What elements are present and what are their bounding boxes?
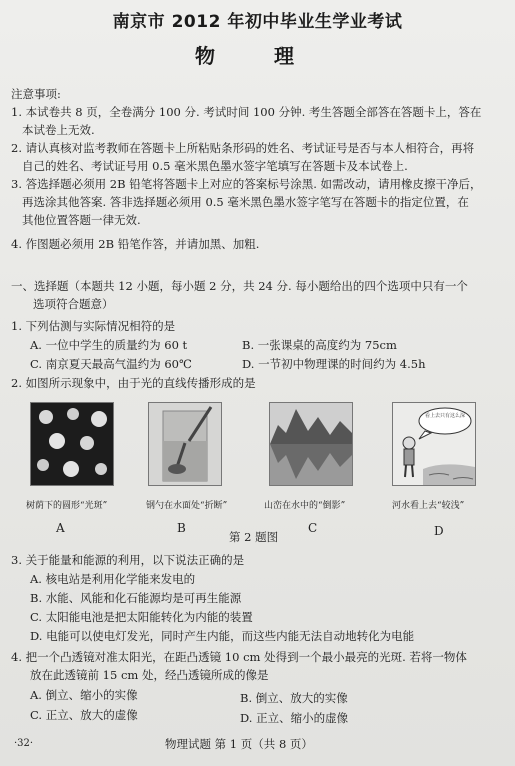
page-number: ·32· [14, 738, 34, 749]
light-spots-icon [31, 403, 113, 485]
q4-option-a: A. 倒立、缩小的实像 [30, 688, 138, 702]
figure-a-letter: A [56, 521, 65, 535]
note-line: 1. 本试卷共 8 页，全卷满分 100 分. 考试时间 100 分钟. 考生答题全部答在答题卡上，答在 [11, 105, 482, 119]
question-2-stem: 2. 如图所示现象中，由于光的直线传播形成的是 [11, 376, 256, 390]
mountain-reflection-icon [270, 403, 352, 485]
figure-d-letter: D [434, 524, 444, 538]
q1-option-c: C. 南京夏天最高气温约为 60℃ [30, 357, 192, 371]
note-line: 4. 作图题必须用 2B 铅笔作答，并请加黑、加粗. [11, 237, 260, 251]
note-line: 3. 答选择题必须用 2B 铅笔将答题卡上对应的答案标号涂黑. 如需改动，请用橡皮擦干净后， [11, 177, 482, 191]
exam-title: 南京市 2012 年初中毕业生学业考试 [112, 12, 403, 32]
figure-2-caption: 第 2 题图 [229, 530, 279, 544]
q3-option-c: C. 太阳能电池是把太阳能转化为内能的装置 [30, 610, 253, 624]
spoon-in-glass-icon [149, 403, 221, 485]
speech-bubble-text: 看上去只有这么深 [425, 413, 466, 419]
figure-b-caption: 钢勺在水面处“折断” [146, 501, 228, 511]
note-line: 再选涂其他答案. 答非选择题必须用 0.5 毫米黑色墨水签字笔写在答题卡的指定位置，在 [22, 195, 469, 209]
figure-a-light-spots [30, 402, 114, 486]
notes-heading: 注意事项: [11, 87, 61, 101]
note-line: 其他位置答题一律无效. [22, 213, 141, 227]
figure-c-caption: 山峦在水中的“倒影” [264, 501, 346, 511]
q1-option-b: B. 一张课桌的高度约为 75cm [242, 338, 397, 352]
q4-option-d: D. 正立、缩小的虚像 [240, 711, 349, 725]
figure-b-letter: B [177, 521, 186, 535]
q1-option-a: A. 一位中学生的质量约为 60 t [30, 338, 188, 352]
q1-option-d: D. 一节初中物理课的时间约为 4.5h [242, 357, 426, 371]
note-line: 自己的姓名、考试证号用 0.5 毫米黑色墨水签字笔填写在答题卡及本试卷上. [22, 159, 408, 173]
q3-option-d: D. 电能可以使电灯发光，同时产生内能，而这些内能无法自动地转化为电能 [30, 629, 415, 643]
note-line: 本试卷上无效. [22, 123, 95, 137]
section-heading-cont: 选项符合题意） [33, 297, 114, 311]
question-3-stem: 3. 关于能量和能源的利用，以下说法正确的是 [11, 553, 245, 567]
q4-option-c: C. 正立、放大的虚像 [30, 708, 138, 722]
q4-option-b: B. 倒立、放大的实像 [240, 691, 348, 705]
note-line: 2. 请认真核对监考教师在答题卡上所粘贴条形码的姓名、考试证号是否与本人相符合，再将 [11, 141, 475, 155]
figure-c-mountain-reflection [269, 402, 353, 486]
figure-d-caption: 河水看上去“较浅” [392, 501, 465, 511]
question-4-stem-cont: 放在此透镜前 15 cm 处，经凸透镜所成的像是 [30, 668, 269, 682]
figure-a-caption: 树荫下的圆形“光斑” [26, 501, 108, 511]
section-heading: 一、选择题（本题共 12 小题，每小题 2 分，共 24 分. 每小题给出的四个选项中只有一个 [11, 279, 468, 293]
figure-c-letter: C [308, 521, 318, 535]
q3-option-b: B. 水能、风能和化石能源均是可再生能源 [30, 591, 242, 605]
question-1-stem: 1. 下列估测与实际情况相符的是 [11, 319, 176, 333]
figure-d-shallow-river [392, 402, 476, 486]
footer-text: 物理试题 第 1 页（共 8 页） [165, 737, 313, 751]
question-4-stem: 4. 把一个凸透镜对准太阳光，在距凸透镜 10 cm 处得到一个最小最亮的光斑. 若将一物体 [11, 650, 467, 664]
figure-b-bent-spoon [148, 402, 222, 486]
q3-option-a: A. 核电站是利用化学能来发电的 [30, 572, 196, 586]
subject-title: 物 理 [195, 44, 320, 68]
